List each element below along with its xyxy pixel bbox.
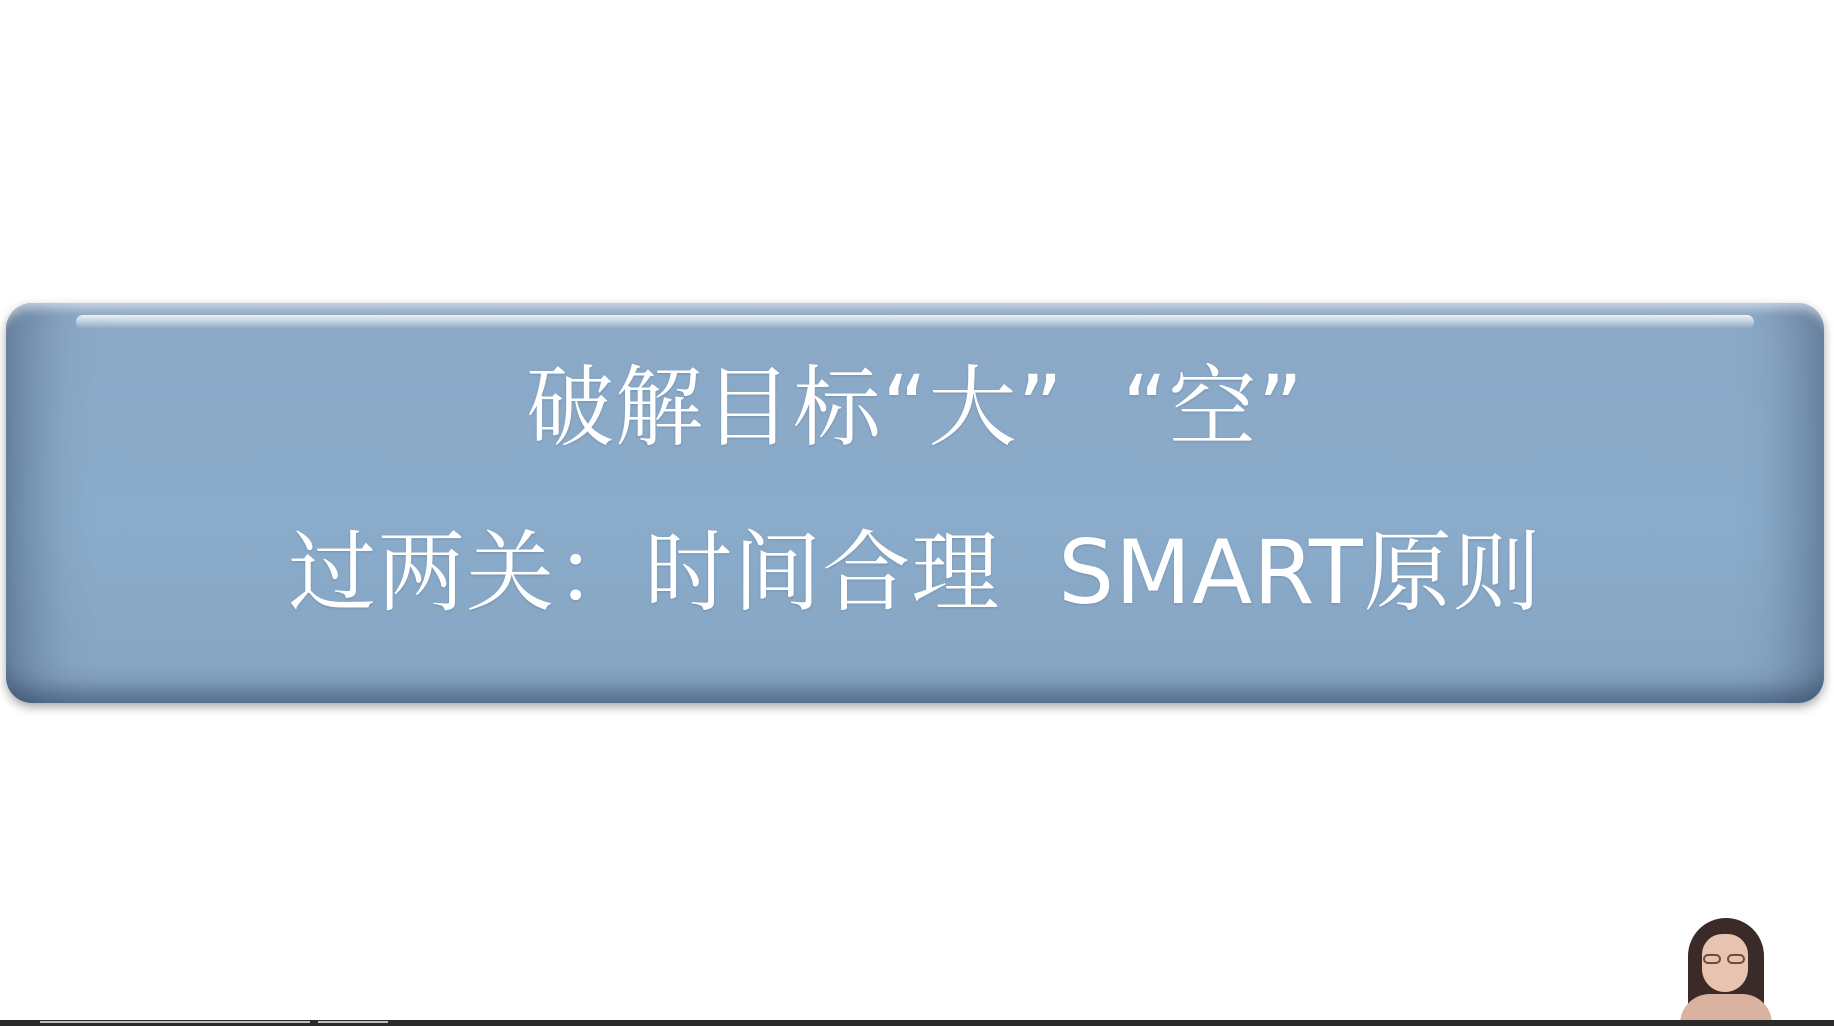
video-progress-buffered <box>40 1021 310 1023</box>
title-line-2: 过两关：时间合理 SMART原则 <box>288 521 1542 624</box>
video-progress-buffered-segment <box>318 1021 388 1023</box>
title-line-1: 破解目标“大” “空” <box>525 356 1305 459</box>
presenter-webcam-thumbnail <box>1670 916 1780 1026</box>
title-banner <box>6 303 1824 703</box>
presenter-glasses <box>1703 954 1747 964</box>
banner-gloss <box>76 315 1754 329</box>
